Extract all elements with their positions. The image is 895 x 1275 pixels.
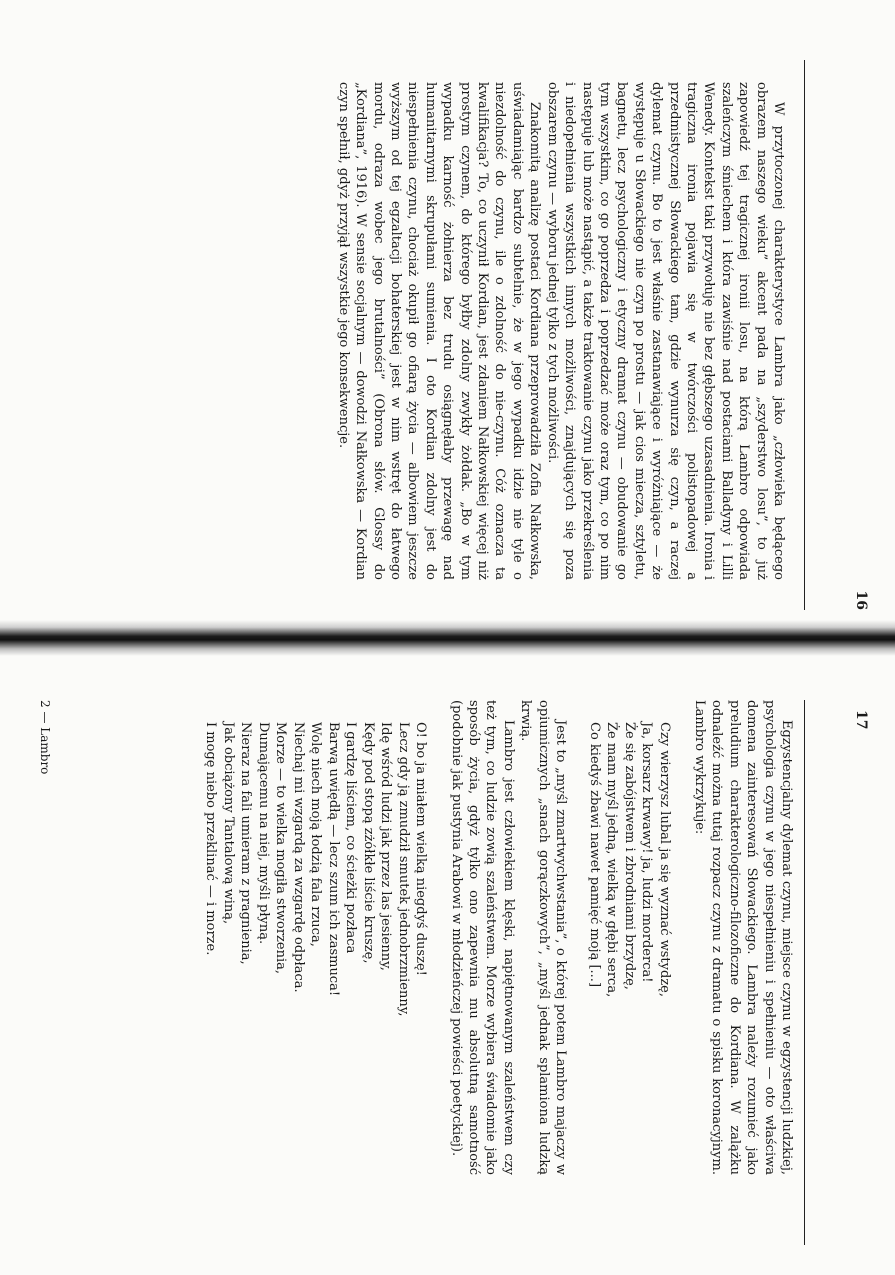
page-footer-signature: 2 — Lambro (38, 700, 52, 775)
verse-line: Morze — to wielka mogiła stworzenia, (273, 722, 289, 974)
left-text-column (334, 82, 787, 580)
page-number-right: 17 (853, 710, 869, 730)
paragraph: Jest to „myśl zmartwychwstania”, o której potem Lambro majaczy w opiumicznych „snach gorączkowych”, „myśl jednak splamiona ludzką krwią. (518, 700, 569, 1175)
verse-quote-2 (202, 722, 430, 1175)
verse-line: Idę wśród ludzi jak przez las jesienny, (378, 722, 394, 971)
paragraph: Lambro jest człowiekiem klęski, napiętnowanym szaleństwem czy też tym, co ludzie zowią szaleństwem. Morze wybiera świadomie jako sposób życia, gdyż tylko ono zapewnia mu absolutną samotność (podobnie jak pustynia Arabowi w młodzieńczej powieści poetyckiej). (448, 700, 516, 1175)
header-rule-right (804, 700, 805, 1245)
verse-line: Że się zabójstwem i zbrodniami brzydzę, (621, 722, 637, 990)
verse-line: I mogę niebo przeklinać — i morze. (203, 722, 219, 956)
verse-line: Że mam myśl jedną, wielką w głębi serca, (604, 722, 620, 998)
verse-line: Barwą uwiędłą — lecz szum ich zasmuca! (325, 722, 341, 997)
header-rule-left (804, 60, 805, 610)
page-number-left: 16 (853, 590, 869, 610)
verse-line: Jak obciążony Tantalową winą, (220, 722, 236, 925)
verse-line: Lecz gdy ją zmudził smutek jednobrzmienny, (395, 722, 411, 1017)
verse-line: Co kiedyś zbawi nawet pamięć moją [...] (586, 722, 602, 988)
verse-line: Dumającemu na niej, myśli płyną. (255, 722, 271, 945)
right-page (0, 640, 895, 1275)
verse-quote-1 (585, 722, 673, 1175)
verse-line: Ja, korsarz krwawy! ja, ludzi morderca! (639, 722, 655, 983)
verse-line: Niechaj mi wzgardą za wzgardę odpłaca. (290, 722, 306, 993)
verse-line: Wolę niech moją łodzią fala rzuca, (308, 722, 324, 947)
paragraph: Egzystencjalny dylemat czynu, miejsce czynu w egzystencji ludzkiej, psychologia czynu w jego niespełnieniu i spełnieniu — oto właściwa domena zainteresowań Słowackiego. Lambra należy rozumieć jako preludium charakterologiczno-filozoficzne do Kordiana. W zalążku odnaleźć można tutaj rozpacz czynu z dramatu o spisku koronacyjnym. Lambro wykrzykuje: (691, 700, 794, 1175)
paragraph: Znakomitą analizę postaci Kordiana przeprowadziła Zofia Nałkowska, uświadamiając bardzo subtelnie, że w jego wypadku idzie nie tyle o niezdolność do czynu, ile o zdolność do nie-czynu. Cóż oznacza ta kwalifikacja? To, co uczynił Kordian, jest zdaniem Nałkowskiej więcej niż prostym czynem, do którego byłby zdolny zwykły żołdak. „Bo w tym wypadku karność żołnierza bez trudu osiągnęłaby przewagę nad humanitarnymi skrupułami sumienia. I oto Kordian zdolny jest do niespełnienia czynu, chociaż okupił go ofiarą życia — albowiem jeszcze wyższym od tej egzaltacji bohaterskiej jest w nim wstręt do łatwego mordu, odraza wobec jego brutalności” (Obrona słów. Glossy do „Kordiana”, 1916). W sensie socjalnym — dowodzi Nałkowska — Kordian czyn spełnił, gdyż przyjął wszystkie jego konsekwencje. (335, 82, 543, 580)
verse-line: O! bo ja miałem wielką niegdyś duszę! (413, 722, 429, 976)
verse-line: Kędy pod stopą zżółkłe liście kruszę, (360, 722, 376, 964)
verse-line: Czy wierzysz lubal ja się wyznać wstydzę, (656, 722, 672, 997)
right-text-column (202, 700, 795, 1175)
verse-line: I gardzę liściem, co ścieżki pozłaca (343, 722, 359, 954)
paragraph: W przytoczonej charakterystyce Lambra jako „człowieka będącego obrazem naszego wieku” akcent pada na „szyderstwo losu”, to już zapowiedź tej tragicznej ironii losu, na którą Lambro odpowiada szaleńczym śmiechem i która zawiśnie nad postaciami Balladyny i Lilli Wenedy. Kontekst taki przywołuję nie bez głębszego uzasadnienia. Ironia i tragiczna ironia pojawia się w twórczości polistopadowej a przedmistycznej Słowackiego tam, gdzie wynurza się czyn, a raczej dylemat czynu. Bo to jest właśnie zastanawiające i wyróżniające — że występuje u Słowackiego nie czyn po prostu — jak cios miecza, sztyletu, bagnetu, lecz psychologiczny i etyczny dramat czynu — obudowanie go tym wszystkim, co go poprzedza i poprzedzać może oraz tym, co po nim następuje lub może nastąpić, a także traktowanie czynu jako przekreślenia i niedopełnienia wszystkich innych możliwości, znajdujących się poza obszarem czynu — wyboru jednej tylko z tych możliwości. (544, 82, 786, 580)
verse-line: Nieraz na fali umieram z pragnienia, (238, 722, 254, 965)
